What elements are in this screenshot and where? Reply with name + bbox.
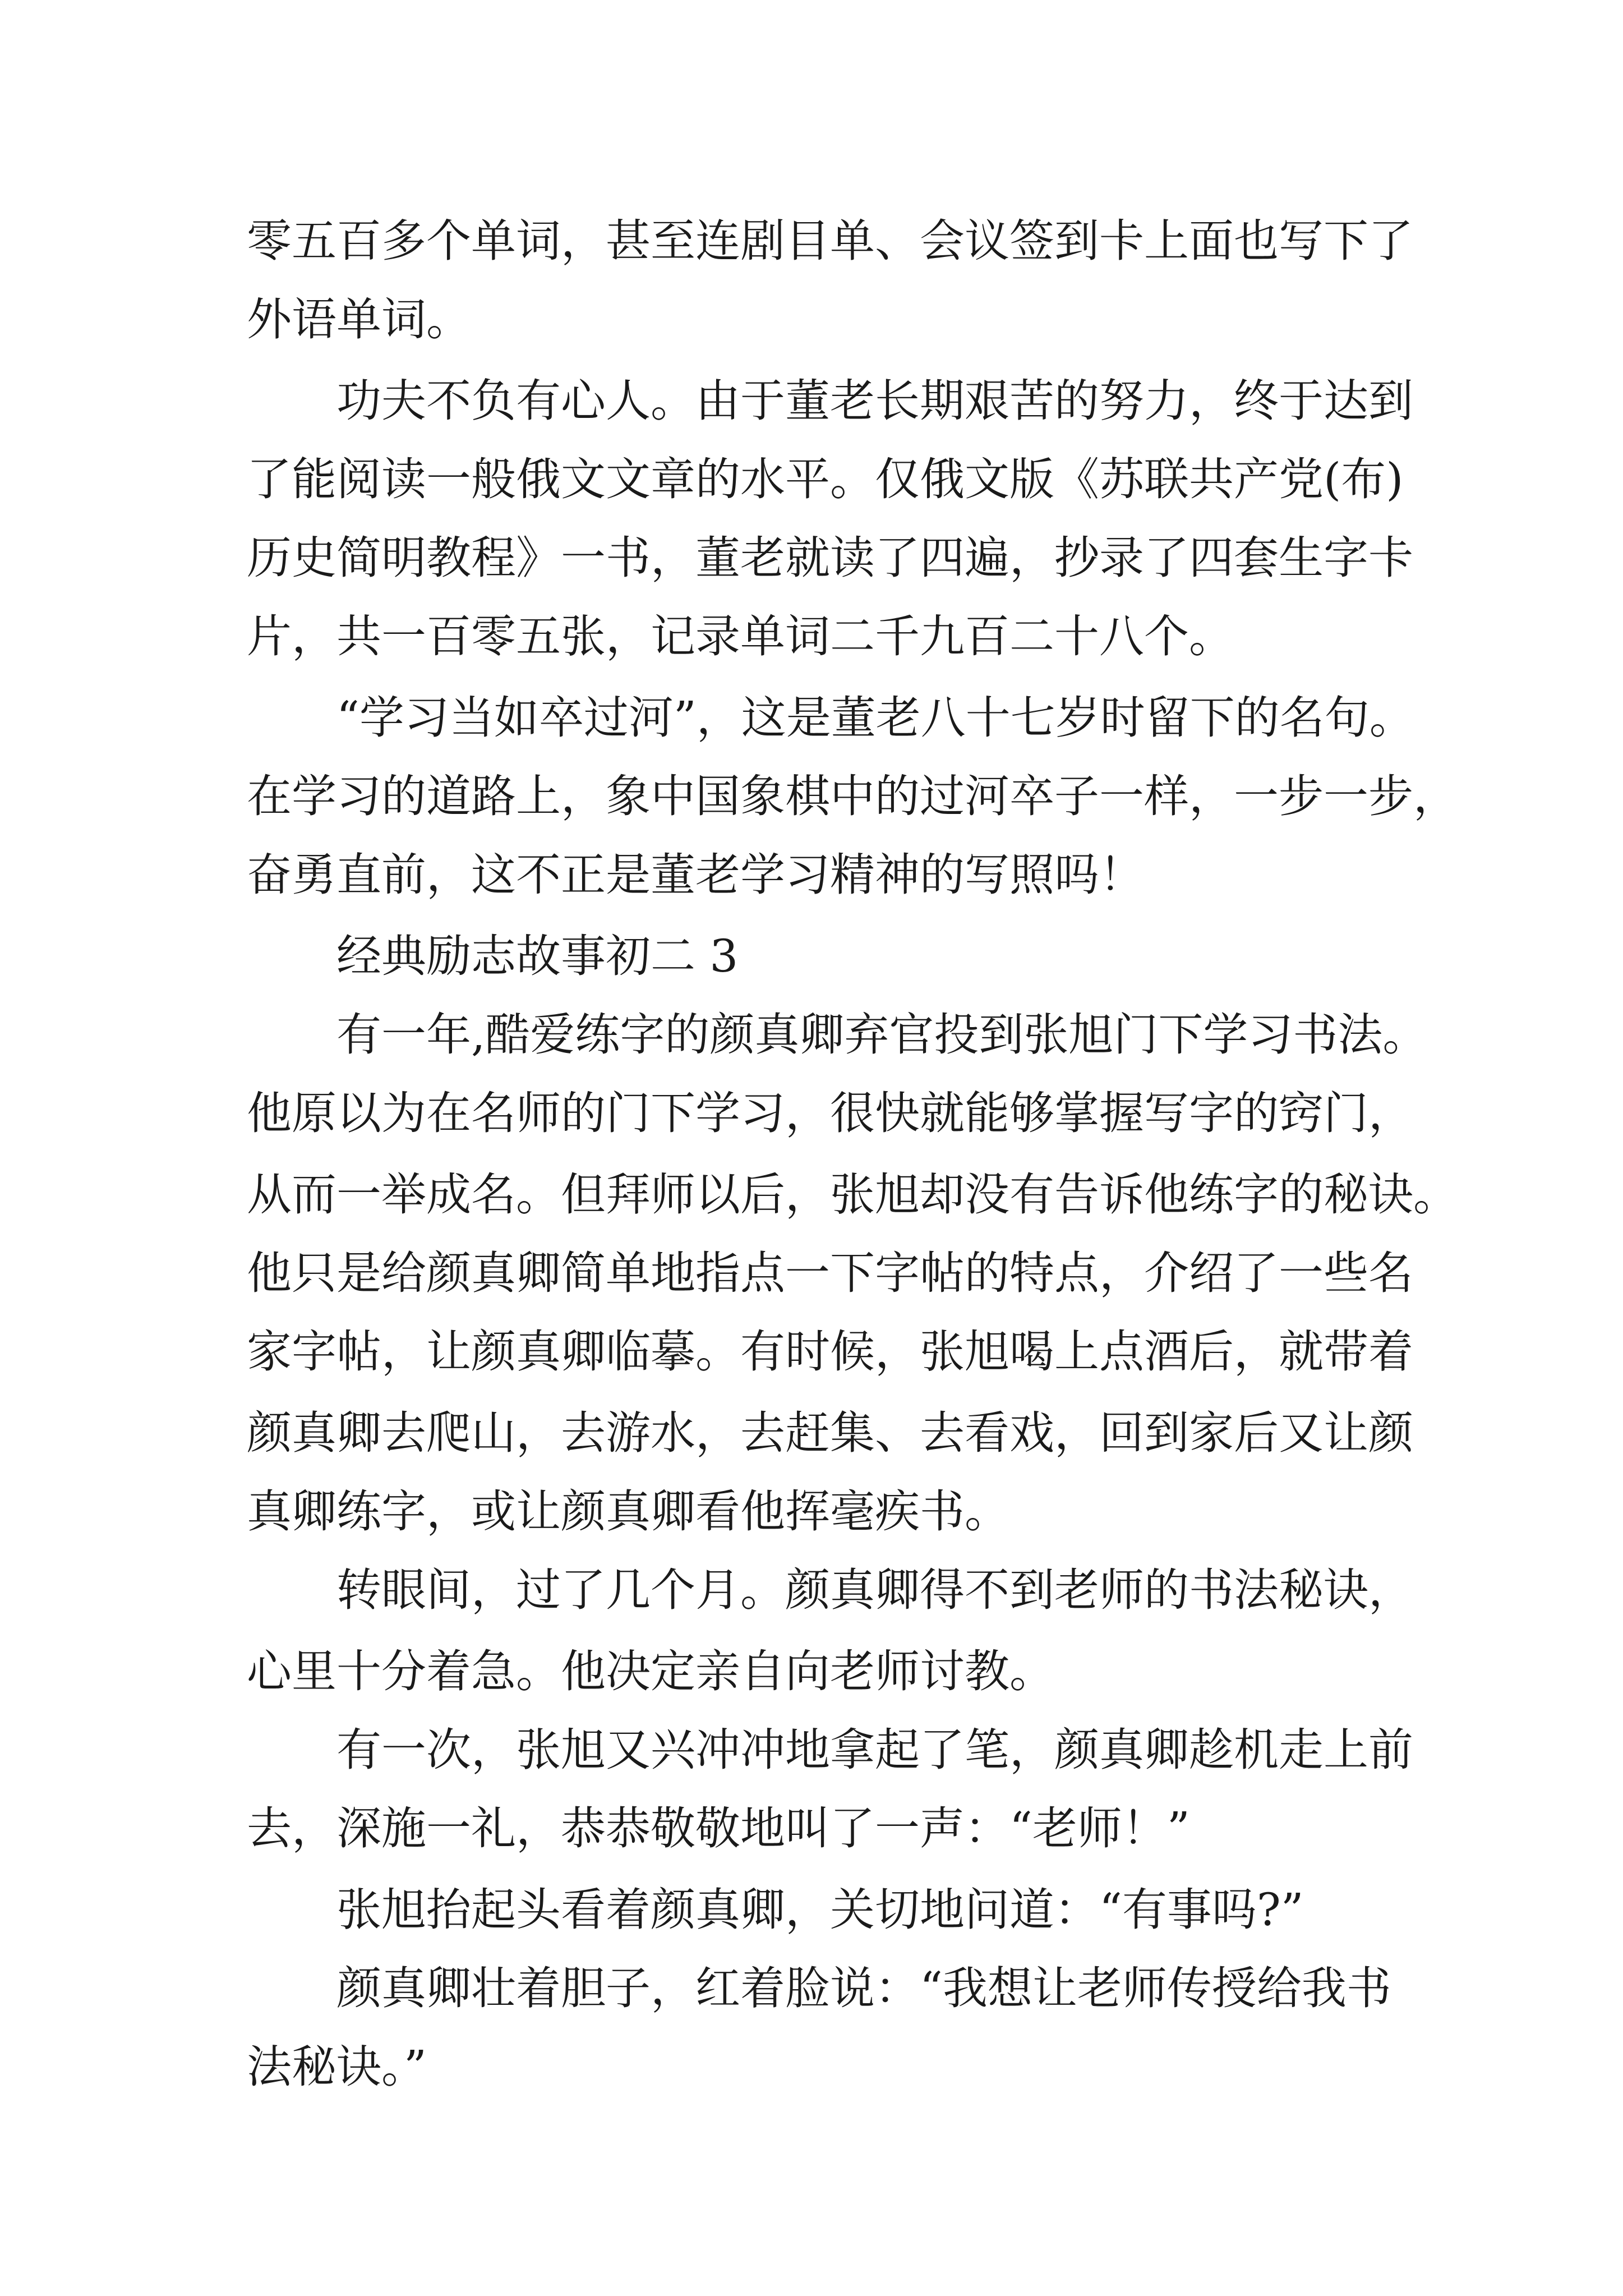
text-line: 转眼间，过了几个月。颜真卿得不到老师的书法秘诀， — [336, 1564, 1413, 1616]
text-line: 奋勇直前，这不正是董老学习精神的写照吗！ — [247, 849, 1144, 901]
text-line: 颜真卿去爬山，去游水，去赶集、去看戏，回到家后又让颜 — [247, 1407, 1413, 1459]
text-line: 片，共一百零五张，记录单词二千九百二十八个。 — [247, 610, 1234, 662]
text-line: 心里十分着急。他决定亲自向老师讨教。 — [247, 1645, 1054, 1697]
text-line: 他只是给颜真卿简单地指点一下字帖的特点，介绍了一些名 — [247, 1247, 1413, 1299]
text-line: 真卿练字，或让颜真卿看他挥毫疾书。 — [247, 1485, 1009, 1538]
text-line: 家字帖，让颜真卿临摹。有时候，张旭喝上点酒后，就带着 — [247, 1326, 1413, 1378]
text-line: 有一年,酷爱练字的颜真卿弃官投到张旭门下学习书法。 — [336, 1009, 1428, 1061]
text-line: 了能阅读一般俄文文章的水平。仅俄文版《苏联共产党(布) — [247, 453, 1404, 505]
text-line: “学习当如卒过河”，这是董老八十七岁时留下的名句。 — [336, 692, 1414, 744]
text-line: 有一次，张旭又兴冲冲地拿起了笔，颜真卿趁机走上前 — [336, 1724, 1413, 1776]
text-line: 历史简明教程》一书，董老就读了四遍，抄录了四套生字卡 — [247, 532, 1413, 584]
section-heading: 经典励志故事初二 3 — [336, 930, 739, 982]
text-line: 张旭抬起头看着颜真卿，关切地问道：“有事吗?” — [336, 1884, 1304, 1936]
text-line: 功夫不负有心人。由于董老长期艰苦的努力，终于达到 — [336, 375, 1413, 427]
text-line: 法秘诀。” — [247, 2041, 427, 2093]
text-line: 零五百多个单词，甚至连剧目单、会议签到卡上面也写下了 — [247, 215, 1413, 267]
text-line: 在学习的道路上，象中国象棋中的过河卒子一样，一步一步， — [247, 770, 1458, 822]
text-line: 外语单词。 — [247, 293, 471, 346]
text-line: 他原以为在名师的门下学习，很快就能够掌握写字的窍门， — [247, 1087, 1413, 1139]
text-line: 从而一举成名。但拜师以后，张旭却没有告诉他练字的秘诀。 — [247, 1168, 1458, 1221]
text-line: 颜真卿壮着胆子，红着脸说：“我想让老师传授给我书 — [336, 1962, 1391, 2014]
text-line: 去，深施一礼，恭恭敬敬地叫了一声：“老师！” — [247, 1802, 1190, 1855]
